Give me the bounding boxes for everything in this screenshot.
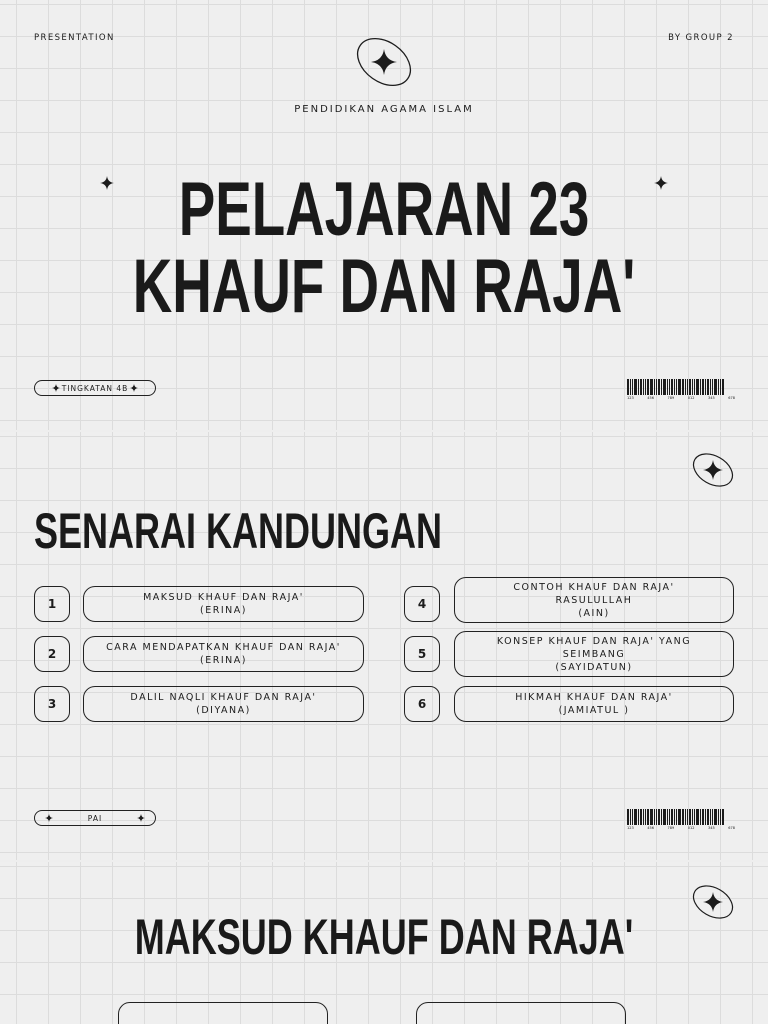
- contents-item-3-author: (DIYANA): [196, 705, 251, 716]
- contents-title: SENARAI KANDUNGAN: [34, 503, 443, 559]
- contents-item-2-title: CARA MENDAPATKAN KHAUF DAN RAJA': [106, 642, 341, 653]
- presentation-label: PRESENTATION: [34, 33, 115, 43]
- contents-item-5-title: KONSEP KHAUF DAN RAJA' YANG: [496, 635, 692, 647]
- item-number-3: 3: [34, 686, 70, 722]
- item-number-4: 4: [404, 586, 440, 622]
- contents-item-6-title: HIKMAH KHAUF DAN RAJA': [515, 692, 673, 703]
- orbit-star-icon: [690, 450, 736, 490]
- subject-tag: [34, 810, 156, 826]
- contents-item-3-title: DALIL NAQLI KHAUF DAN RAJA': [130, 692, 317, 703]
- sparkle-icon: [137, 814, 145, 822]
- group-label: BY GROUP 2: [668, 33, 734, 43]
- contents-item-5-subtitle: SEIMBANG: [562, 648, 626, 660]
- title-line-2: KHAUF DAN RAJA': [132, 244, 636, 329]
- content-card-left: [118, 1002, 328, 1024]
- orbit-star-icon: [352, 36, 416, 88]
- contents-item-6-author: (JAMIATUL ): [558, 705, 630, 716]
- slide-contents: [0, 432, 768, 860]
- contents-item-1-title: MAKSUD KHAUF DAN RAJA': [143, 592, 304, 603]
- contents-item-4-author: (AIN): [578, 607, 610, 619]
- item-number-2: 2: [34, 636, 70, 672]
- barcode: 123 456 789 012 345 678: [627, 809, 735, 830]
- contents-item-6[interactable]: [454, 686, 734, 722]
- class-tag: [34, 380, 156, 396]
- orbit-star-icon: [690, 882, 736, 922]
- contents-item-1[interactable]: [83, 586, 364, 622]
- contents-item-2[interactable]: [83, 636, 364, 672]
- item-number-1: 1: [34, 586, 70, 622]
- contents-item-5[interactable]: [454, 631, 734, 677]
- course-subtitle: PENDIDIKAN AGAMA ISLAM: [294, 104, 474, 115]
- contents-item-4-title: CONTOH KHAUF DAN RAJA': [513, 581, 675, 593]
- class-tag-label: TINGKATAN 4B: [61, 383, 129, 393]
- sparkle-icon: [130, 384, 138, 392]
- content-card-right: [416, 1002, 626, 1024]
- contents-item-5-author: (SAYIDATUN): [555, 661, 633, 673]
- sparkle-icon: [52, 384, 60, 392]
- barcode: 123 456 789 012 345 678: [627, 379, 735, 400]
- contents-item-1-author: (ERINA): [200, 605, 247, 616]
- definition-title: MAKSUD KHAUF DAN RAJA': [134, 909, 634, 965]
- slide-definition: [0, 862, 768, 1024]
- contents-item-2-author: (ERINA): [200, 655, 247, 666]
- contents-item-4[interactable]: [454, 577, 734, 623]
- contents-item-3[interactable]: [83, 686, 364, 722]
- item-number-5: 5: [404, 636, 440, 672]
- item-number-6: 6: [404, 686, 440, 722]
- contents-item-4-subtitle: RASULULLAH: [555, 594, 633, 606]
- slide-title: [0, 0, 768, 430]
- subject-tag-label: PAI: [87, 813, 103, 823]
- sparkle-icon: [45, 814, 53, 822]
- title-line-1: PELAJARAN 23: [178, 167, 590, 252]
